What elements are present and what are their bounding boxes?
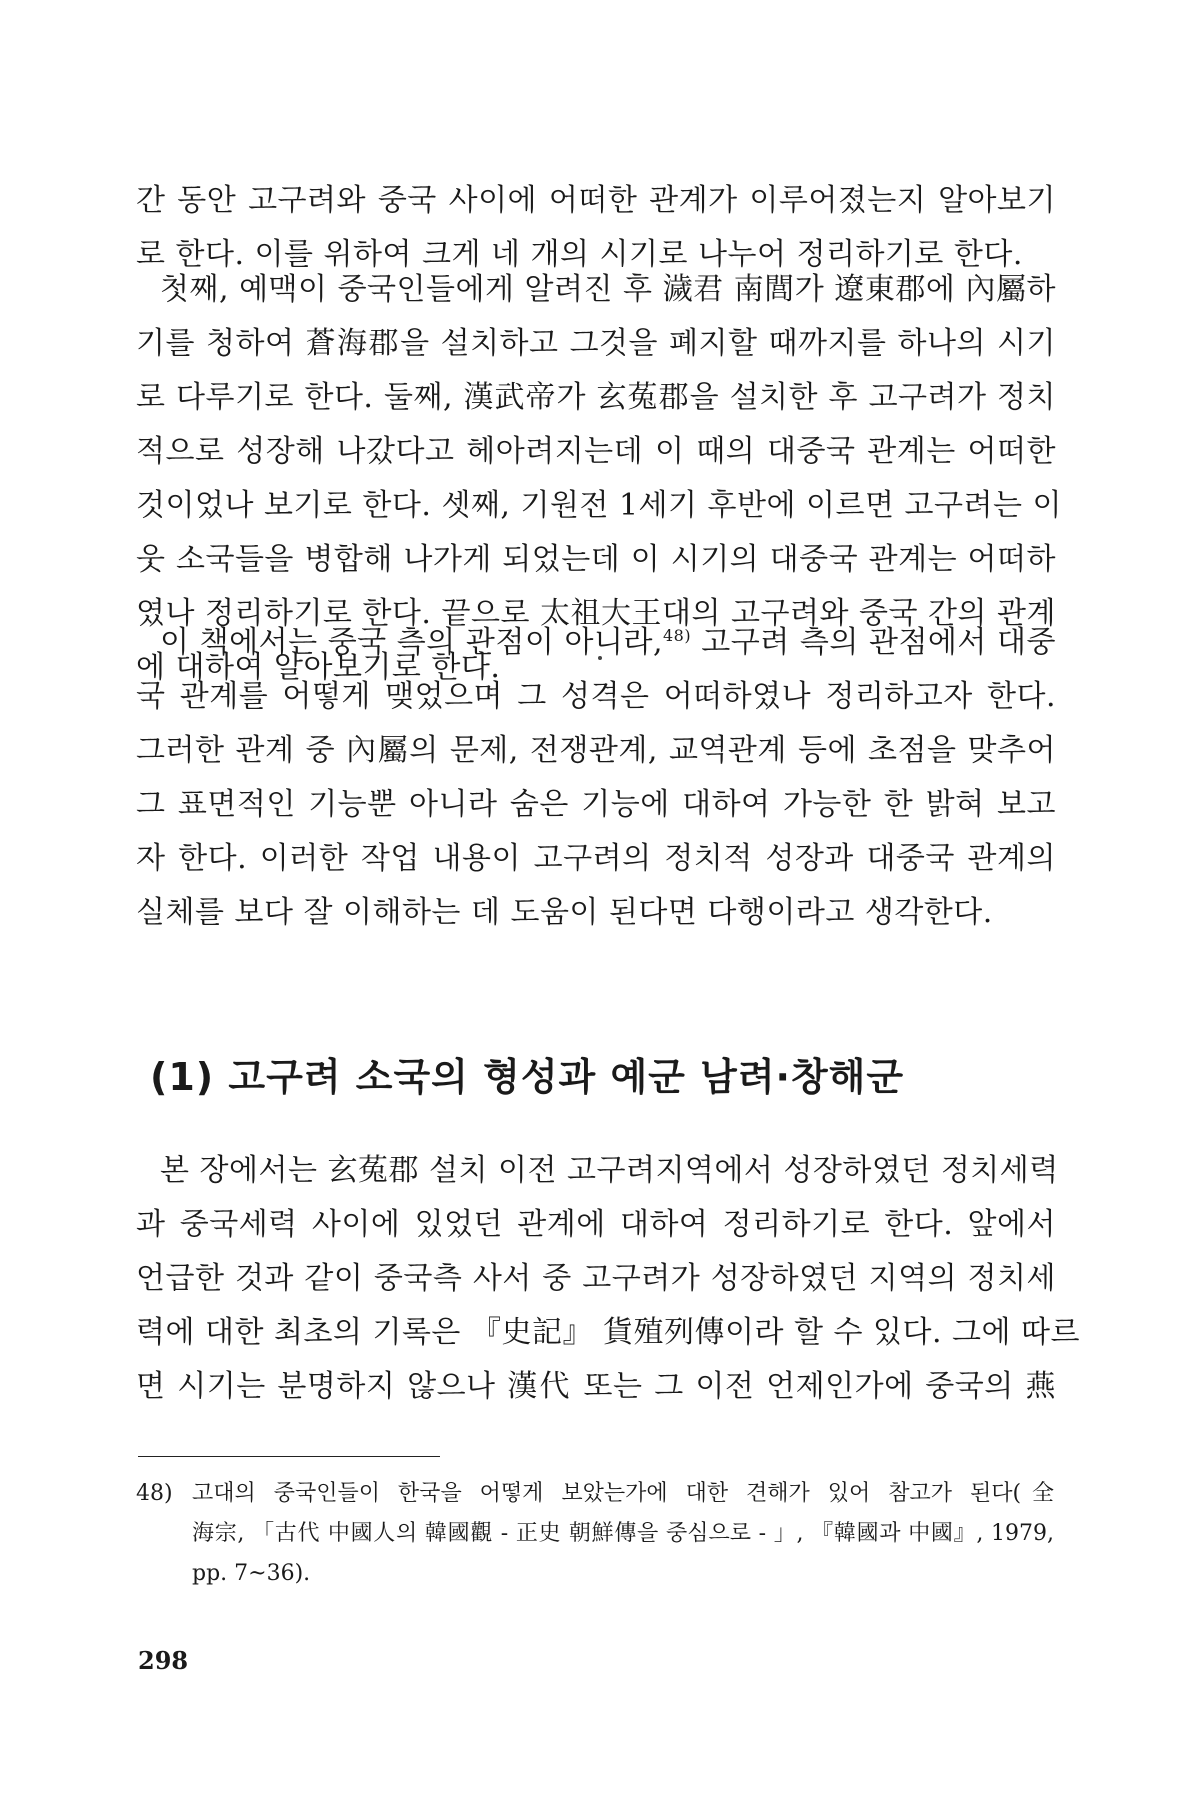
- text-line: 것이었나 보기로 한다. 셋째, 기원전 1세기 후반에 이르면 고구려는 이: [136, 488, 1062, 523]
- text-line: 언급한 것과 같이 중국측 사서 중 고구려가 성장하였던 지역의 정치세: [136, 1261, 1056, 1296]
- text-line: 첫째, 예맥이 중국인들에게 알려진 후 濊君 南閭가 遼東郡에 內屬하: [160, 272, 1056, 307]
- text-line: 과 중국세력 사이에 있었던 관계에 대하여 정리하기로 한다. 앞에서: [136, 1207, 1056, 1242]
- text-line: 국 관계를 어떻게 맺었으며 그 성격은 어떠하였나 정리하고자 한다.: [136, 679, 1056, 714]
- text-line: 웃 소국들을 병합해 나가게 되었는데 이 시기의 대중국 관계는 어떠하: [136, 542, 1056, 577]
- footnote-divider: [138, 1456, 440, 1457]
- footnote-text: pp. 7~36).: [192, 1561, 311, 1586]
- text-segment: 고구려 측의 관점에서 대중: [691, 625, 1056, 660]
- footnote: [136, 1474, 1056, 1594]
- text-line: 그러한 관계 중 內屬의 문제, 전쟁관계, 교역관계 등에 초점을 맞추어: [136, 733, 1056, 768]
- footnote-line: [136, 1514, 1056, 1554]
- text-line: 에 대하여 알아보기로 한다.: [136, 650, 501, 685]
- paragraph-perspective: [136, 616, 1056, 940]
- footnote-line: [136, 1554, 1056, 1594]
- section-heading: (1) 고구려 소국의 형성과 예군 남려·창해군: [150, 1055, 905, 1099]
- footnote-line: [136, 1474, 1056, 1514]
- text-line: 간 동안 고구려와 중국 사이에 어떠한 관계가 이루어졌는지 알아보기: [136, 183, 1056, 218]
- text-line: 자 한다. 이러한 작업 내용이 고구려의 정치적 성장과 대중국 관계의: [136, 841, 1056, 876]
- text-line: 그 표면적인 기능뿐 아니라 숨은 기능에 대하여 가능한 한 밝혀 보고: [136, 787, 1056, 822]
- text-line: 였나 정리하기로 한다. 끝으로 太祖大王대의 고구려와 중국 간의 관계: [136, 596, 1056, 631]
- text-line: 면 시기는 분명하지 않으나 漢代 또는 그 이전 언제인가에 중국의 燕: [136, 1369, 1056, 1404]
- paragraph-section-body: [136, 1144, 1080, 1414]
- text-line: 기를 청하여 蒼海郡을 설치하고 그것을 폐지할 때까지를 하나의 시기: [136, 326, 1056, 361]
- text-line: 본 장에서는 玄菟郡 설치 이전 고구려지역에서 성장하였던 정치세력: [160, 1153, 1059, 1188]
- text-line: 실체를 보다 잘 이해하는 데 도움이 된다면 다행이라고 생각한다.: [136, 895, 993, 930]
- text-line: 로 한다. 이를 위하여 크게 네 개의 시기로 나누어 정리하기로 한다.: [136, 237, 1023, 272]
- text-line: 적으로 성장해 나갔다고 헤아려지는데 이 때의 대중국 관계는 어떠한: [136, 434, 1056, 469]
- footnote-text: 海宗, 「古代 中國人의 韓國觀 - 正史 朝鮮傳을 중심으로 - 」, 『韓國과 中國』, 1979,: [192, 1521, 1054, 1546]
- text-line: 로 다루기로 한다. 둘째, 漢武帝가 玄菟郡을 설치한 후 고구려가 정치: [136, 380, 1056, 415]
- footnote-text: 고대의 중국인들이 한국을 어떻게 보았는가에 대한 견해가 있어 참고가 된다(全: [192, 1481, 1054, 1506]
- text-line: 력에 대한 최초의 기록은 『史記』 貨殖列傳이라 할 수 있다. 그에 따르: [136, 1315, 1080, 1350]
- text-segment: 이 책에서는 중국 측의 관점이 아니라,: [160, 625, 663, 660]
- footnote-reference[interactable]: 48): [663, 626, 692, 645]
- footnote-number: 48): [136, 1481, 173, 1506]
- text-line-with-footnote: [136, 616, 1056, 670]
- page-number: 298: [138, 1646, 189, 1675]
